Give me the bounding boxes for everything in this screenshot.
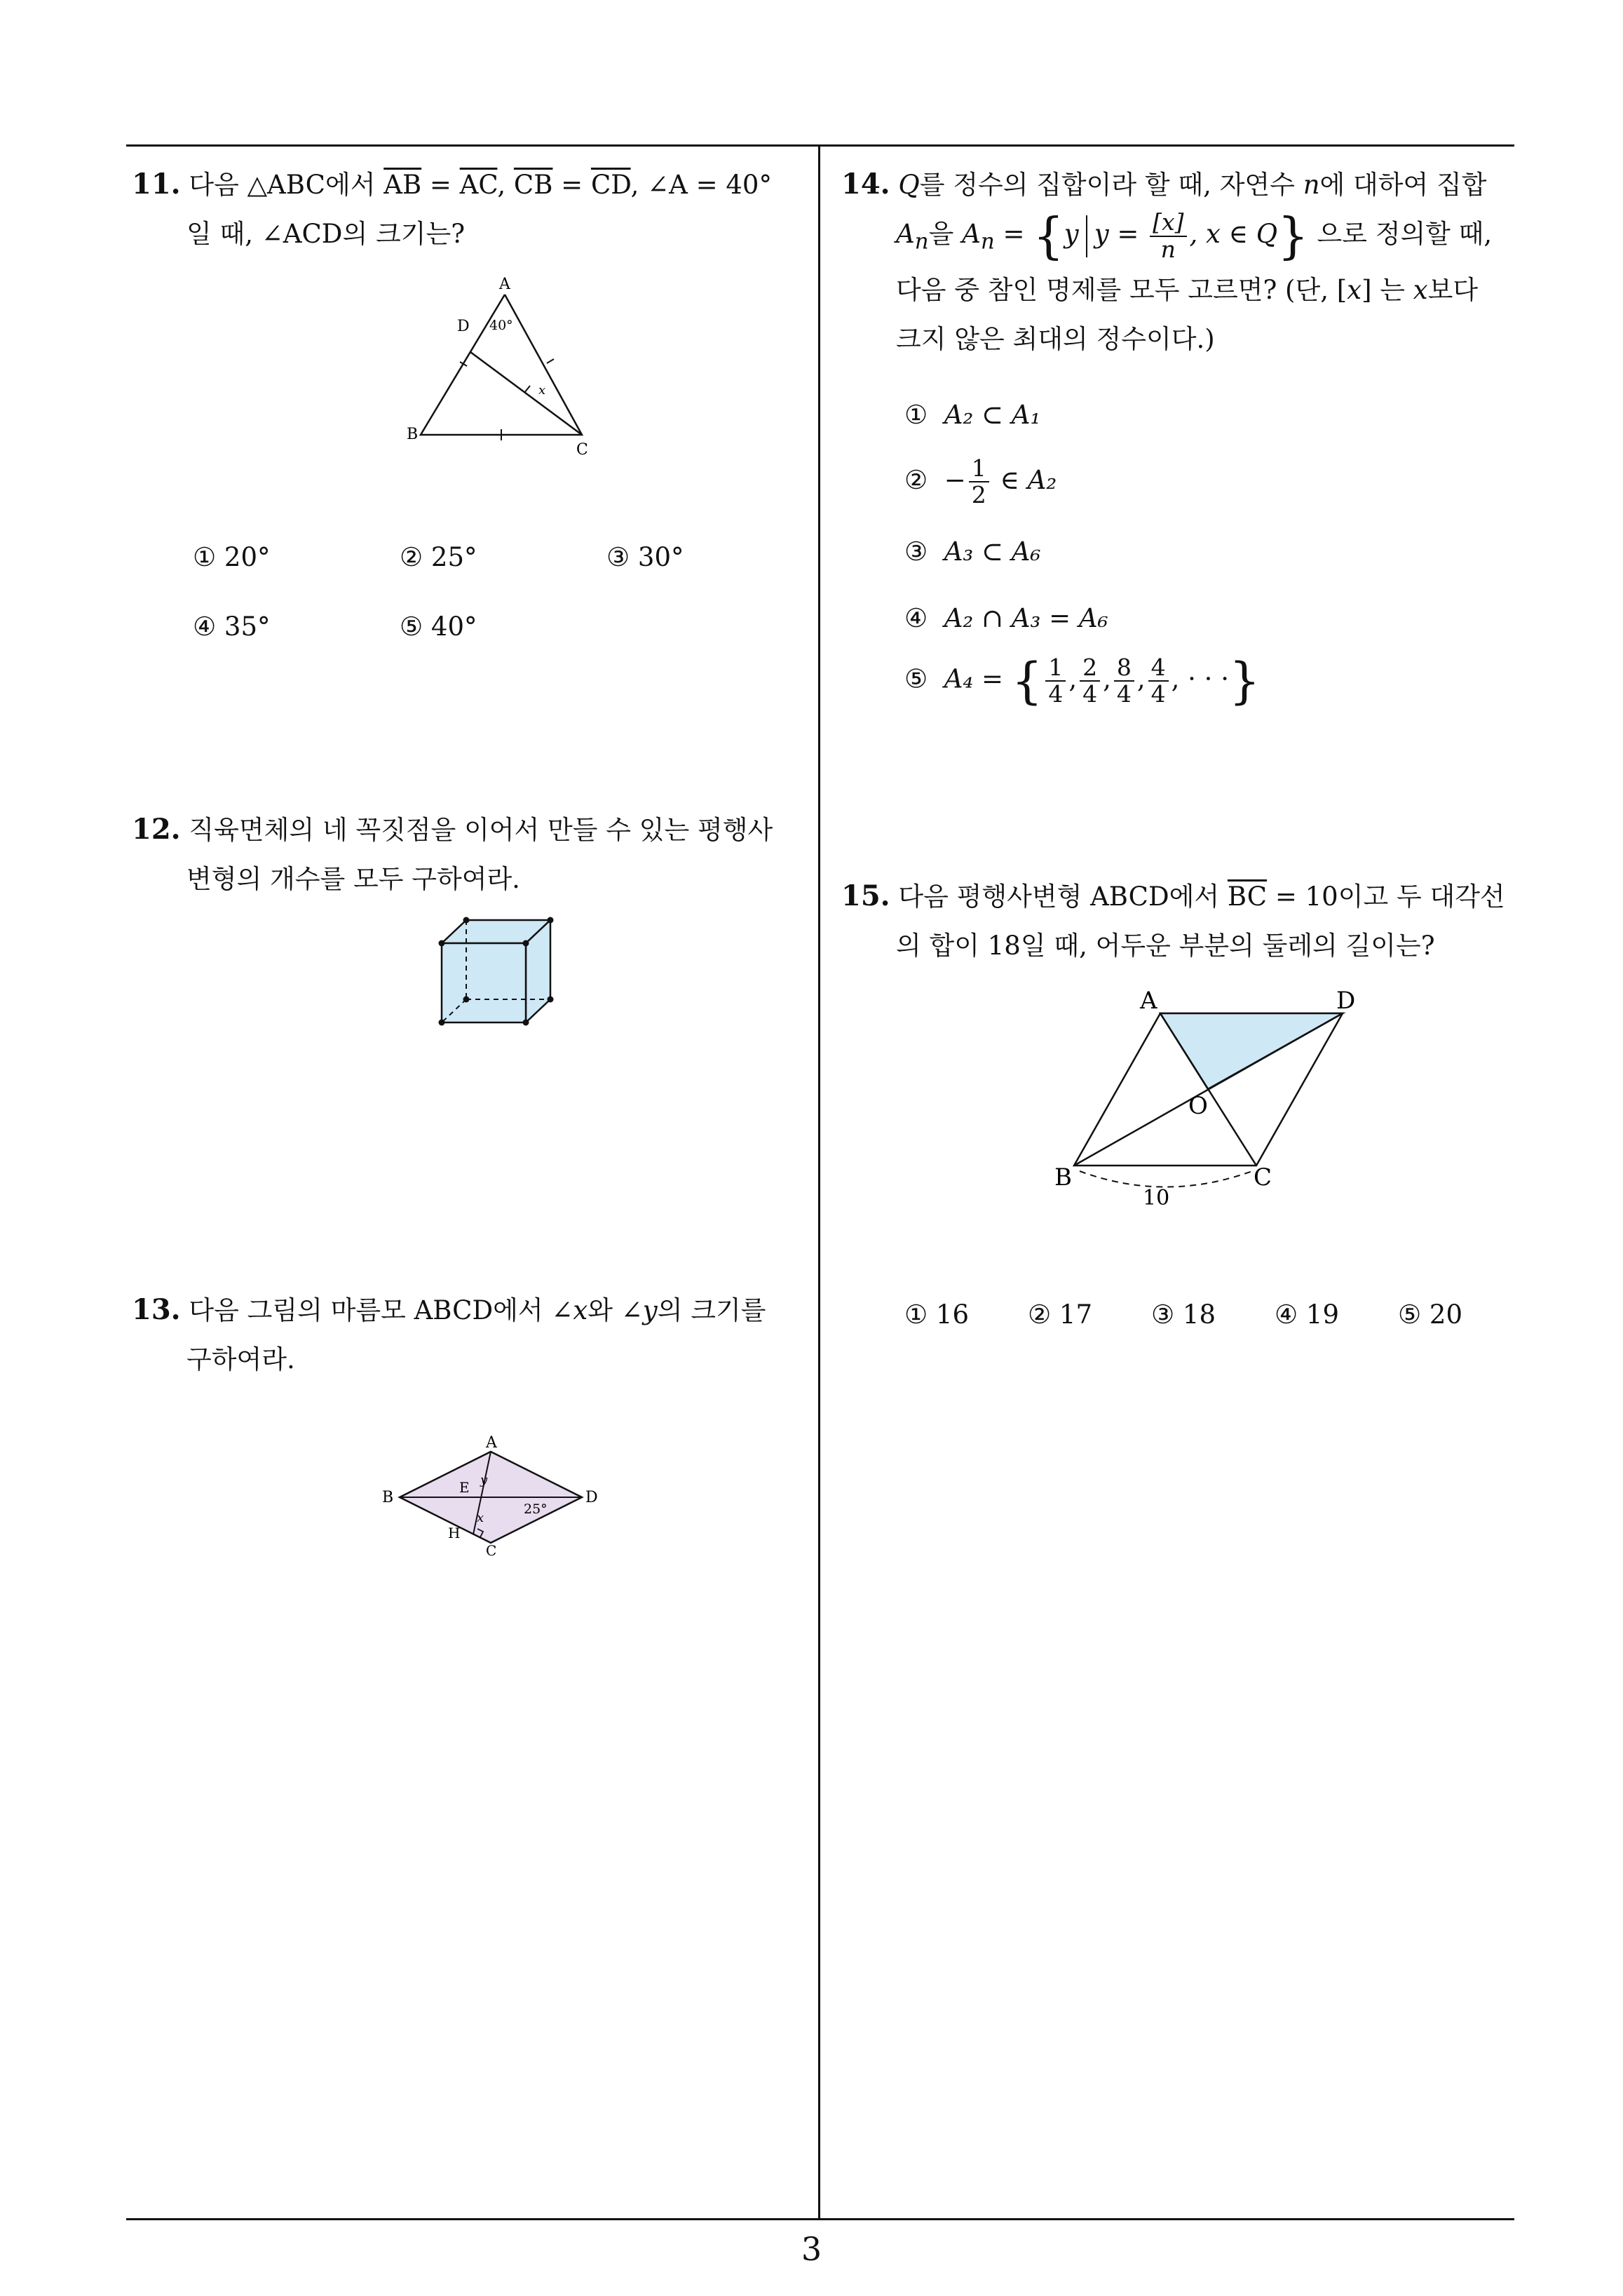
label-10: 10 [1143,1186,1170,1210]
option-text: A₄ = [944,663,1012,694]
q13-line2: 구하여라. [186,1344,295,1375]
q15-number: 15. [841,879,890,912]
set-builder-bar [1086,215,1087,257]
question-11 [132,160,812,259]
equals: = [421,170,460,200]
q15-parallelogram-figure [1045,982,1381,1220]
segment-ac: $\overline{AC}$ [459,170,498,200]
option-text: A₃ ⊂ A₆ [944,536,1041,567]
label-d: D [1336,987,1356,1015]
q14-line4: 크지 않은 최대의 정수이다.) [896,324,1215,354]
q15-option-1[interactable]: ① 16 [904,1299,970,1330]
label-x: x [477,1511,484,1525]
fraction-floor-x-over-n [1150,210,1186,262]
set-a: A [896,219,915,249]
shaded-triangle-aod [1160,1013,1343,1089]
q15-text: 다음 평행사변형 ABCD에서 [898,882,1228,912]
cuboid-front-face [442,943,526,1022]
minus-sign: − [944,464,966,495]
option-text: ∈ A₂ [991,464,1057,495]
label-h: H [448,1525,461,1541]
q11-number: 11. [132,168,181,201]
fraction [1114,655,1134,708]
option-mark: ④ [904,603,928,633]
segment-ab: $\overline{AB}$ [383,170,422,200]
set-close-brace: } [1277,207,1309,265]
q13-line1 [132,1285,812,1335]
q14-option-5[interactable]: ⑤ A₄ = { $\frac{1}{4}$ , $\frac{2}{4}$ , $\frac{8}{4}$ , $\frac{4}{4}$ , · · ·} [904,652,1261,710]
fraction-numerator: 8 [1114,655,1134,682]
option-text: A₂ ⊂ A₁ [944,400,1041,430]
fraction [1080,655,1100,708]
q14-text: 다음 중 참인 명제를 모두 고르면? (단, [ [896,275,1347,305]
label-e: E [459,1479,470,1496]
set-a: A [962,219,981,249]
set-condition: y = [1094,219,1148,249]
tick-mark [547,359,554,363]
option-mark: ② [904,464,928,495]
q15-line2: 의 합이 18일 때, 어두운 부분의 둘레의 길이는? [896,931,1435,961]
option-mark: ③ [904,536,928,567]
q15-option-5[interactable]: ⑤ 20 [1398,1299,1463,1330]
q13-text: 와 ∠ [588,1295,643,1325]
option-mark: ① [904,400,928,430]
q13-rhombus-figure [375,1431,613,1564]
var-y: y [1064,219,1079,249]
q14-option-2[interactable] [904,456,1057,508]
question-15 [841,872,1514,971]
q14-text: 을 [928,219,963,249]
q11-option-3[interactable]: ③ 30° [606,542,684,572]
set-q: Q [898,170,920,200]
label-25deg: 25° [524,1501,548,1517]
q14-text: 보다 [1427,275,1479,305]
q11-triangle-figure [393,274,617,463]
set-condition: , x ∈ Q [1189,219,1278,249]
q14-text: ] 는 [1361,275,1413,305]
q14-option-3[interactable] [904,536,1040,567]
question-13 [132,1285,812,1384]
fraction [1045,655,1066,708]
subscript-n: n [914,229,929,255]
comma: , [497,170,514,200]
question-12 [132,805,812,904]
q15-option-3[interactable]: ③ 18 [1151,1299,1216,1330]
q11-line2: 일 때, ∠ACD의 크기는? [186,219,466,249]
set-open-brace: { [1011,652,1043,710]
bottom-rule [126,2218,1514,2220]
segment-cb: $\overline{CB}$ [513,170,553,200]
q15-line1 [841,872,1514,921]
label-y: y [480,1473,488,1487]
q15-text: = 10이고 두 대각선 [1267,882,1505,912]
q11-line1 [132,160,812,210]
q13-text: 의 크기를 [657,1295,766,1325]
q11-option-5[interactable]: ⑤ 40° [400,612,477,642]
fraction-denominator: 4 [1150,680,1166,708]
q14-text: 으로 정의할 때, [1317,219,1493,249]
equals: = [994,219,1033,249]
fraction-denominator: 4 [1116,680,1132,708]
var-n: n [1303,170,1320,200]
label-c: C [1254,1163,1272,1191]
label-o: O [1188,1092,1208,1120]
length-arc [1080,1171,1252,1187]
q14-number: 14. [841,168,890,201]
label-b: B [1054,1163,1072,1191]
label-a: A [486,1434,497,1452]
option-mark: ⑤ [904,663,928,694]
label-d: D [585,1489,598,1506]
ellipsis: · · · [1188,663,1229,694]
fraction-numerator: 1 [1045,655,1066,682]
option-text: A₂ ∩ A₃ = A₆ [944,603,1108,633]
fraction-one-half [969,456,989,508]
q13-text: 다음 그림의 마름모 ABCD에서 ∠ [189,1295,573,1325]
tick-mark [524,386,530,393]
fraction-numerator: 4 [1148,655,1169,682]
label-d: D [457,318,470,335]
label-b: B [382,1489,394,1506]
q12-text: 직육면체의 네 꼭짓점을 이어서 만들 수 있는 평행사 [189,815,773,845]
q11-option-1[interactable]: ① 20° [193,542,271,572]
var-y: y [642,1295,658,1325]
triangle-abc [421,295,582,435]
label-b: B [407,426,419,443]
fraction-numerator: 1 [969,456,989,482]
q14-text: 를 정수의 집합이라 할 때, 자연수 [919,170,1303,200]
set-open-brace: { [1033,207,1064,265]
q11-option-4[interactable]: ④ 35° [193,612,271,642]
fraction-denominator: 2 [971,481,986,509]
fraction [1148,655,1169,708]
q13-number: 13. [132,1293,181,1326]
q15-option-2[interactable]: ② 17 [1028,1299,1093,1330]
q11-text: 다음 △ABC에서 [189,170,384,200]
q15-option-4[interactable]: ④ 19 [1275,1299,1340,1330]
equals: = [552,170,591,200]
label-c: C [486,1542,497,1559]
segment-bc: $\overline{BC}$ [1227,882,1268,912]
column-divider [818,144,820,2220]
fraction-numerator: [x] [1150,210,1186,236]
fraction-denominator: 4 [1048,680,1064,708]
q12-line2: 변형의 개수를 모두 구하여라. [186,864,520,894]
var-x: x [1413,275,1428,305]
q12-cuboid-figure [431,912,561,1038]
label-x: x [538,383,546,398]
q14-option-4[interactable] [904,603,1108,633]
q14-text: 에 대하여 집합 [1319,170,1487,200]
q14-line2 [841,207,1514,266]
q14-option-1[interactable] [904,400,1040,430]
fraction-denominator: n [1160,235,1176,263]
segment-cd-line [470,352,582,435]
angle-a-given: , ∠A = 40° [630,170,772,200]
fraction-denominator: 4 [1082,680,1098,708]
q12-line1 [132,805,812,855]
var-x: x [573,1295,588,1325]
fraction-numerator: 2 [1080,655,1100,682]
page-number: 3 [801,2230,822,2268]
q11-option-2[interactable]: ② 25° [400,542,477,572]
var-x: x [1347,275,1362,305]
label-40deg: 40° [489,318,513,333]
label-c: C [576,441,588,459]
segment-cd: $\overline{CD}$ [590,170,631,200]
subscript-n: n [980,229,995,255]
top-rule [126,144,1514,147]
q12-number: 12. [132,813,181,846]
set-close-brace: } [1228,652,1261,710]
q14-line1 [841,160,1514,210]
label-a: A [499,276,510,293]
q14-line3 [841,266,1514,315]
label-a: A [1140,987,1157,1015]
question-14 [841,160,1514,364]
